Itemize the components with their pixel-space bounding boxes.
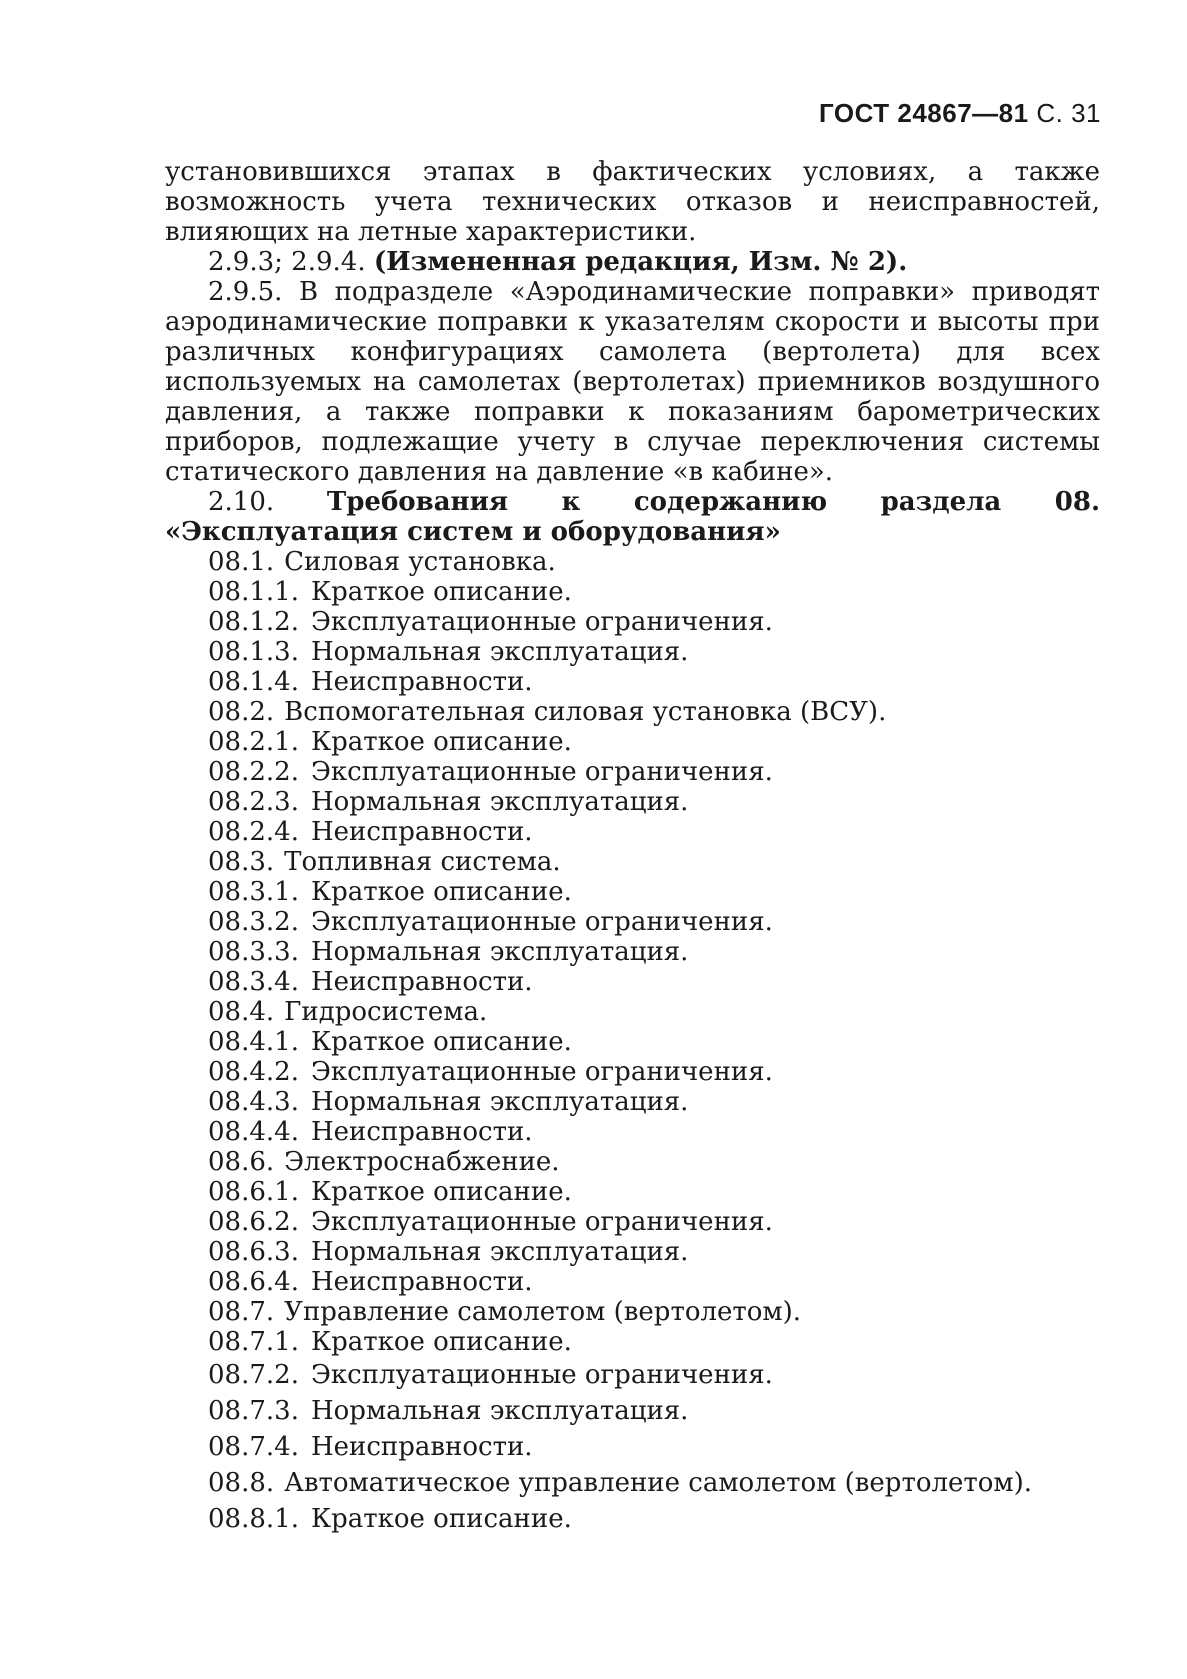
section-heading-2-10 xyxy=(165,487,1100,547)
contents-item xyxy=(208,1465,1100,1501)
contents-item xyxy=(208,1357,1100,1393)
contents-item-number: 08.4. xyxy=(208,997,275,1027)
contents-item-title: Эксплуатационные ограничения. xyxy=(310,1057,773,1087)
contents-item xyxy=(208,1057,1100,1087)
contents-item-number: 08.7.2. xyxy=(208,1360,299,1390)
contents-item-title: Краткое описание. xyxy=(310,577,572,607)
contents-item-title: Вспомогательная силовая установка (ВСУ). xyxy=(284,697,887,727)
contents-item-number: 08.1.3. xyxy=(208,637,299,667)
contents-item-number: 08.2.4. xyxy=(208,817,299,847)
contents-item-title: Нормальная эксплуатация. xyxy=(310,787,689,817)
contents-item-number: 08.7.4. xyxy=(208,1432,299,1462)
contents-item-number: 08.6.2. xyxy=(208,1207,299,1237)
contents-item-number: 08.8. xyxy=(208,1468,275,1498)
contents-item-title: Краткое описание. xyxy=(310,1177,572,1207)
contents-item xyxy=(208,877,1100,907)
document-body xyxy=(165,157,1100,1537)
contents-item xyxy=(208,937,1100,967)
contents-item xyxy=(208,1177,1100,1207)
contents-item-title: Гидросистема. xyxy=(284,997,488,1027)
contents-item-title: Неисправности. xyxy=(310,1117,533,1147)
contents-item-title: Неисправности. xyxy=(310,1432,533,1462)
section-number: 2.10. xyxy=(208,487,275,517)
contents-item-title: Топливная система. xyxy=(284,847,561,877)
contents-item-number: 08.7.3. xyxy=(208,1396,299,1426)
contents-item-title: Автоматическое управление самолетом (вертолетом). xyxy=(284,1468,1033,1498)
contents-item-number: 08.3.1. xyxy=(208,877,299,907)
contents-item xyxy=(208,1147,1100,1177)
contents-item-title: Эксплуатационные ограничения. xyxy=(310,1207,773,1237)
contents-item xyxy=(208,1267,1100,1297)
contents-item-number: 08.3. xyxy=(208,847,275,877)
paragraph-amendment-note xyxy=(165,247,1100,277)
contents-item-number: 08.2.3. xyxy=(208,787,299,817)
contents-item xyxy=(208,667,1100,697)
contents-item-title: Эксплуатационные ограничения. xyxy=(310,757,773,787)
contents-item xyxy=(208,757,1100,787)
contents-item-number: 08.4.4. xyxy=(208,1117,299,1147)
contents-item-number: 08.1.1. xyxy=(208,577,299,607)
contents-item-title: Краткое описание. xyxy=(310,1504,572,1534)
contents-item-number: 08.1.2. xyxy=(208,607,299,637)
contents-item-title: Электроснабжение. xyxy=(284,1147,560,1177)
contents-item-number: 08.2.2. xyxy=(208,757,299,787)
contents-item-number: 08.3.2. xyxy=(208,907,299,937)
contents-item xyxy=(208,1393,1100,1429)
contents-item-title: Нормальная эксплуатация. xyxy=(310,637,689,667)
contents-item-number: 08.4.3. xyxy=(208,1087,299,1117)
contents-item xyxy=(208,1327,1100,1357)
contents-item xyxy=(208,607,1100,637)
contents-item-title: Краткое описание. xyxy=(310,877,572,907)
contents-item-title: Нормальная эксплуатация. xyxy=(310,1087,689,1117)
contents-item-title: Нормальная эксплуатация. xyxy=(310,1396,689,1426)
contents-item-number: 08.2. xyxy=(208,697,275,727)
contents-item-number: 08.1.4. xyxy=(208,667,299,697)
contents-list xyxy=(165,547,1100,1537)
contents-item-number: 08.6.4. xyxy=(208,1267,299,1297)
amendment-note: (Измененная редакция, Изм. № 2). xyxy=(373,247,908,277)
contents-item xyxy=(208,907,1100,937)
contents-item-title: Нормальная эксплуатация. xyxy=(310,1237,689,1267)
contents-item-title: Неисправности. xyxy=(310,817,533,847)
contents-item-title: Краткое описание. xyxy=(310,727,572,757)
amendment-clause-numbers: 2.9.3; 2.9.4. xyxy=(208,247,366,277)
contents-item xyxy=(208,727,1100,757)
standard-number: ГОСТ 24867—81 xyxy=(819,98,1029,128)
running-head xyxy=(819,98,1101,129)
contents-item-title: Неисправности. xyxy=(310,1267,533,1297)
contents-item xyxy=(208,1027,1100,1057)
contents-item xyxy=(208,787,1100,817)
contents-item-number: 08.3.4. xyxy=(208,967,299,997)
contents-item-title: Эксплуатационные ограничения. xyxy=(310,907,773,937)
contents-item xyxy=(208,1117,1100,1147)
contents-item-number: 08.2.1. xyxy=(208,727,299,757)
page-number: С. 31 xyxy=(1036,98,1101,128)
contents-item xyxy=(208,577,1100,607)
contents-item-title: Неисправности. xyxy=(310,667,533,697)
contents-item-number: 08.7. xyxy=(208,1297,275,1327)
contents-item-number: 08.4.2. xyxy=(208,1057,299,1087)
contents-item-title: Силовая установка. xyxy=(284,547,556,577)
contents-item-title: Нормальная эксплуатация. xyxy=(310,937,689,967)
contents-item xyxy=(208,1087,1100,1117)
contents-item xyxy=(208,697,1100,727)
contents-item-title: Эксплуатационные ограничения. xyxy=(310,607,773,637)
contents-item xyxy=(208,1297,1100,1327)
contents-item-number: 08.3.3. xyxy=(208,937,299,967)
contents-item xyxy=(208,1237,1100,1267)
contents-item xyxy=(208,997,1100,1027)
contents-item xyxy=(208,967,1100,997)
contents-item xyxy=(208,1429,1100,1465)
contents-item xyxy=(208,547,1100,577)
contents-item-number: 08.1. xyxy=(208,547,275,577)
contents-item xyxy=(208,637,1100,667)
contents-item xyxy=(208,1501,1100,1537)
contents-item-number: 08.6.1. xyxy=(208,1177,299,1207)
contents-item-number: 08.7.1. xyxy=(208,1327,299,1357)
contents-item-title: Краткое описание. xyxy=(310,1327,572,1357)
section-title: Требования к содержанию раздела 08. «Эксплуатация систем и оборудования» xyxy=(165,487,1101,547)
contents-item xyxy=(208,817,1100,847)
paragraph-2-9-5: 2.9.5. В подразделе «Аэродинамические поправки» приводят аэродинамические поправки к указателям скорости и высоты при различных конфигурациях самолета (вертолета) для всех используемых на самолетах (вертолетах) приемников воздушного давления, а также поправки к показаниям барометрических приборов, подлежащие учету в случае переключения системы статического давления на давление «в кабине». xyxy=(165,277,1100,487)
contents-item-number: 08.6. xyxy=(208,1147,275,1177)
contents-item-title: Краткое описание. xyxy=(310,1027,572,1057)
contents-item-title: Неисправности. xyxy=(310,967,533,997)
paragraph-continuation: установившихся этапах в фактических условиях, а также возможность учета технических отказов и неисправностей, влияющих на летные характеристики. xyxy=(165,157,1100,247)
contents-item-title: Эксплуатационные ограничения. xyxy=(310,1360,773,1390)
contents-item xyxy=(208,1207,1100,1237)
contents-item-number: 08.4.1. xyxy=(208,1027,299,1057)
contents-item-number: 08.6.3. xyxy=(208,1237,299,1267)
contents-item-number: 08.8.1. xyxy=(208,1504,299,1534)
contents-item-title: Управление самолетом (вертолетом). xyxy=(284,1297,802,1327)
contents-item xyxy=(208,847,1100,877)
